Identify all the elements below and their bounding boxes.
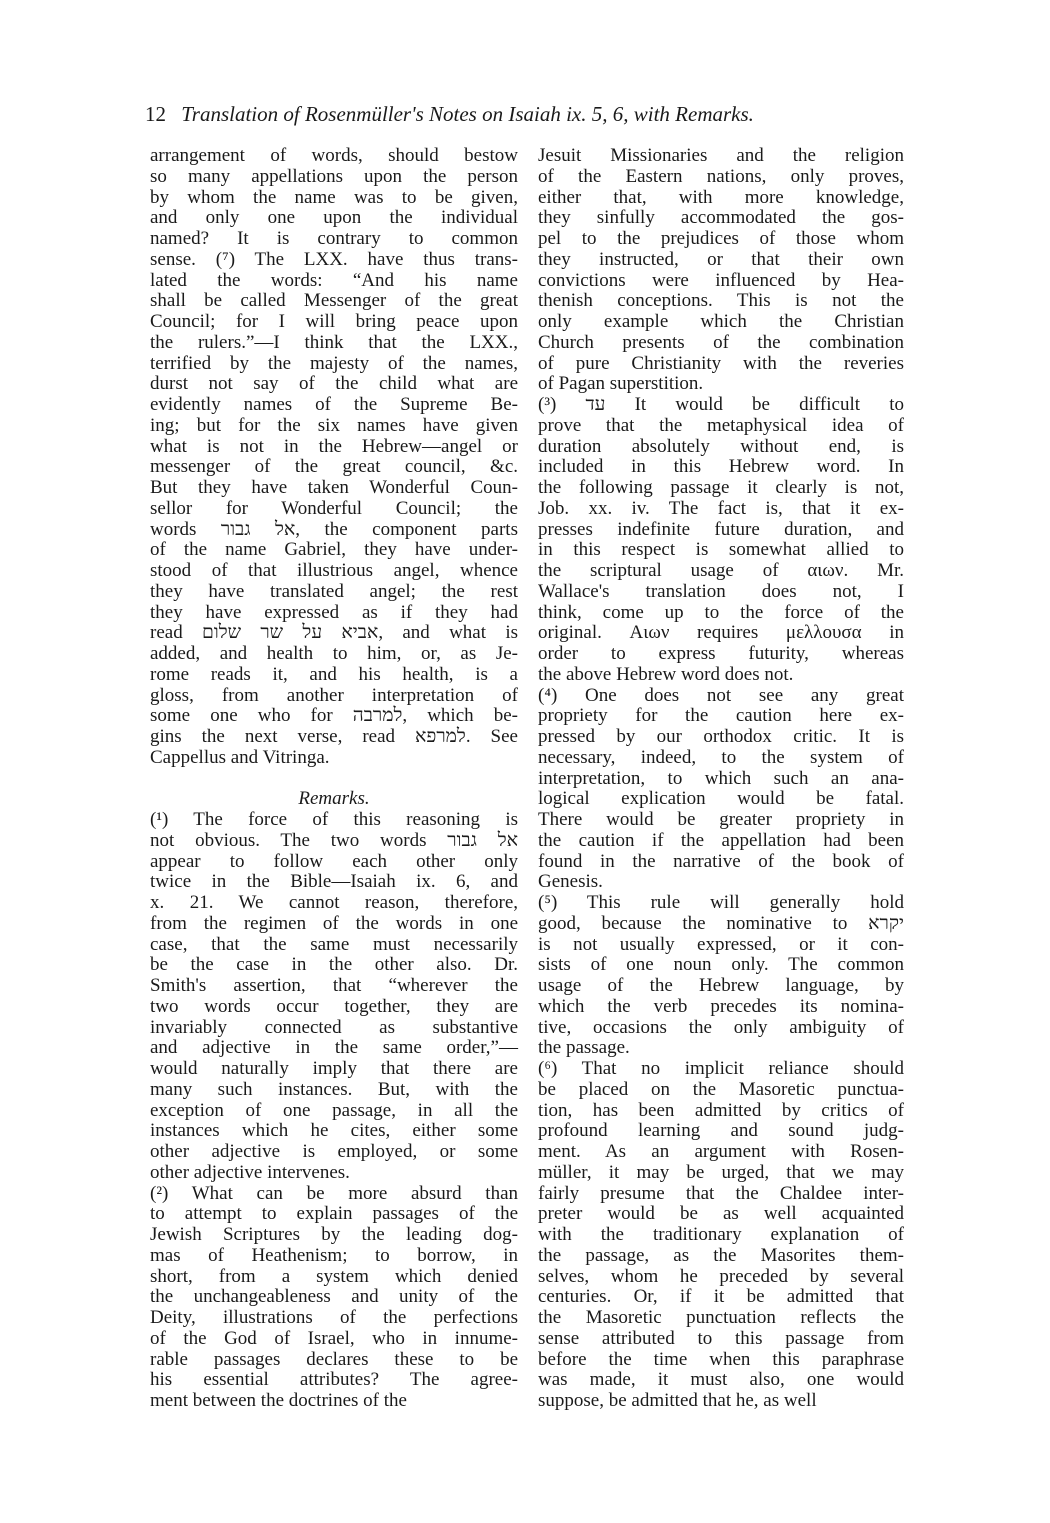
text-line: what is not in the Hebrew—angel or [150,435,518,457]
text-line: of the Eastern nations, only proves, [538,165,904,187]
text-line: evidently names of the Supreme Be- [150,394,518,415]
text-line: mas of Heathenism; to borrow, in [150,1244,518,1266]
text-line: found in the narrative of the book of [538,850,904,872]
text-line: of Pagan superstition. [538,373,704,395]
text-line: prove that the metaphysical idea of [538,414,904,436]
text-line: (³) עד It would be difficult to [538,394,904,415]
text-line: they have expressed as if they had [150,601,518,623]
text-line: presses indefinite future duration, and [538,518,904,540]
text-line: logical explication would be fatal. [538,788,904,810]
text-line: of the God of Israel, who in innume- [150,1327,518,1349]
text-line: words אל גבור, the component parts [150,518,518,540]
text-line: centuries. Or, if it be admitted that [538,1286,904,1308]
text-line: usage of the Hebrew language, by [538,975,904,996]
text-line: duration absolutely without end, is [538,435,904,457]
text-line: with the traditionary explanation of [538,1224,904,1245]
text-line: added, and health to him, or, as Je- [150,643,518,664]
text-line: rable passages declares these to be [150,1348,518,1370]
running-title: Translation of Rosenmüller's Notes on Isaiah ix. 5, 6, with Remarks. [181,102,754,126]
text-line: in this respect is somewhat allied to [538,539,904,561]
text-line: original. Αιων requires μελλουσα in [538,622,904,644]
text-line: thenish conceptions. This is not the [538,290,904,312]
text-line: selves, whom he preceded by several [538,1265,904,1287]
text-line: propriety for the caution here ex- [538,705,904,727]
text-line: pressed by our orthodox critic. It is [538,726,904,747]
text-line: Church presents of the combination [538,331,904,353]
text-line: the rulers.”—I think that the LXX., [150,331,518,353]
text-line: of pure Christianity with the reveries [538,352,904,374]
text-line: other adjective intervenes. [150,1161,350,1183]
text-line: Cappellus and Vitringa. [150,746,330,768]
text-line: they have translated angel; the rest [150,580,518,602]
text-line: two words occur together, they are [150,995,518,1017]
text-line: Deity, illustrations of the perfections [150,1307,518,1328]
text-line: be placed on the Masoretic punctua- [538,1078,904,1100]
running-header [145,102,915,127]
text-line: the passage, as the Masorites them- [538,1244,904,1266]
text-line: sense. (⁷) The LXX. have thus trans- [150,248,518,270]
text-line: pel to the prejudices of those whom [538,228,904,249]
text-line: and only one upon the individual [150,207,518,229]
text-line: Jewish Scriptures by the leading dog- [150,1224,518,1245]
text-line: short, from a system which denied [150,1265,518,1287]
text-line: before the time when this paraphrase [538,1348,904,1370]
text-line: other adjective is employed, or some [150,1141,518,1162]
text-line: sists of one noun only. The common [538,954,904,976]
text-line: the above Hebrew word does not. [538,663,794,685]
text-line: suppose, be admitted that he, as well [538,1390,817,1411]
text-line: some one who for למרבה, which be- [150,705,518,727]
text-line: the Masoretic punctuation reflects the [538,1307,904,1328]
text-line: from the regimen of the words in one [150,912,518,934]
text-line: Wallace's translation does not, I [538,580,904,602]
text-line: Council; for I will bring peace upon [150,311,518,332]
text-line: necessary, indeed, to the system of [538,746,904,768]
text-line: they instructed, or that their own [538,248,904,270]
text-line: arrangement of words, should bestow [150,145,518,166]
text-line: exception of one passage, in all the [150,1099,518,1121]
text-line: terrified by the majesty of the names, [150,352,518,374]
text-line: sense attributed to this passage from [538,1327,904,1349]
text-line: the unchangeableness and unity of the [150,1286,518,1308]
text-line: of the name Gabriel, they have under- [150,539,518,561]
text-line: to attempt to explain passages of the [150,1203,518,1225]
section-heading: Remarks. [298,788,370,810]
text-line: gins the next verse, read למרפא. See [150,726,518,747]
text-line: not obvious. The two words אל גבור [150,829,518,851]
text-line: (⁶) That no implicit reliance should [538,1058,904,1079]
text-line: ment. As an argument with Rosen- [538,1141,904,1162]
text-line: (²) What can be more absurd than [150,1182,518,1204]
text-line: the passage. [538,1037,630,1059]
text-line: instances which he cites, either some [150,1120,518,1142]
text-line: lated the words: “And his name [150,269,518,291]
text-line: his essential attributes? The agree- [150,1369,518,1391]
text-line: be the case in the other also. Dr. [150,954,518,976]
text-line: order to express futurity, whereas [538,643,904,664]
text-line: they sinfully accommodated the gos- [538,207,904,229]
text-line: named? It is contrary to common [150,228,518,249]
text-line: is not usually expressed, or it con- [538,933,904,955]
text-line: (¹) The force of this reasoning is [150,809,518,830]
text-line: was made, it must also, one would [538,1369,904,1391]
text-line: convictions were influenced by Hea- [538,269,904,291]
text-line: good, because the nominative to יקרא [538,912,904,934]
text-line: by whom the name was to be given, [150,186,518,208]
text-line: profound learning and sound judg- [538,1120,904,1142]
text-line [150,769,518,790]
text-line: the scriptural usage of αιων. Mr. [538,560,904,581]
text-line: Smith's assertion, that “wherever the [150,975,518,996]
text-line: fairly presume that the Chaldee inter- [538,1182,904,1204]
text-line: (⁵) This rule will generally hold [538,892,904,913]
text-line: But they have taken Wonderful Coun- [150,477,518,498]
text-line: sellor for Wonderful Council; the [150,497,518,519]
text-line: messenger of the great council, &c. [150,456,518,478]
text-line: the caution if the appellation had been [538,829,904,851]
text-line: the following passage it clearly is not, [538,477,904,498]
text-line: so many appellations upon the person [150,165,518,187]
text-line: shall be called Messenger of the great [150,290,518,312]
text-line: ment between the doctrines of the [150,1390,407,1411]
left-column [150,146,518,1412]
text-line: interpretation, to which such an ana- [538,767,904,789]
text-line: included in this Hebrew word. In [538,456,904,478]
text-line: and adjective in the same order,”— [150,1037,518,1059]
text-line: tion, has been admitted by critics of [538,1099,904,1121]
text-line: preter would be as well acquainted [538,1203,904,1225]
text-line: would naturally imply that there are [150,1058,518,1079]
text-line: Jesuit Missionaries and the religion [538,145,904,166]
text-line: ing; but for the six names have given [150,414,518,436]
text-line: think, come up to the force of the [538,601,904,623]
text-line: x. 21. We cannot reason, therefore, [150,892,518,913]
text-line: stood of that illustrious angel, whence [150,560,518,581]
text-line: invariably connected as substantive [150,1016,518,1038]
text-line: durst not say of the child what are [150,373,518,395]
text-line: rome reads it, and his health, is a [150,663,518,685]
text-line: either that, with more knowledge, [538,186,904,208]
text-line: appear to follow each other only [150,850,518,872]
right-column [538,146,904,1412]
text-line: twice in the Bible—Isaiah ix. 6, and [150,871,518,893]
text-line: gloss, from another interpretation of [150,684,518,706]
text-line: read אביא על שר שלום, and what is [150,622,518,644]
text-line: müller, it may be urged, that we may [538,1161,904,1183]
text-line: Genesis. [538,871,603,893]
text-line: many such instances. But, with the [150,1078,518,1100]
page-number: 12 [145,102,166,126]
text-line: (⁴) One does not see any great [538,684,904,706]
text-line: Job. xx. iv. The fact is, that it ex- [538,497,904,519]
text-line: only example which the Christian [538,311,904,332]
text-line: which the verb precedes its nomina- [538,995,904,1017]
text-line: case, that the same must necessarily [150,933,518,955]
text-line: tive, occasions the only ambiguity of [538,1016,904,1038]
text-line: There would be greater propriety in [538,809,904,830]
